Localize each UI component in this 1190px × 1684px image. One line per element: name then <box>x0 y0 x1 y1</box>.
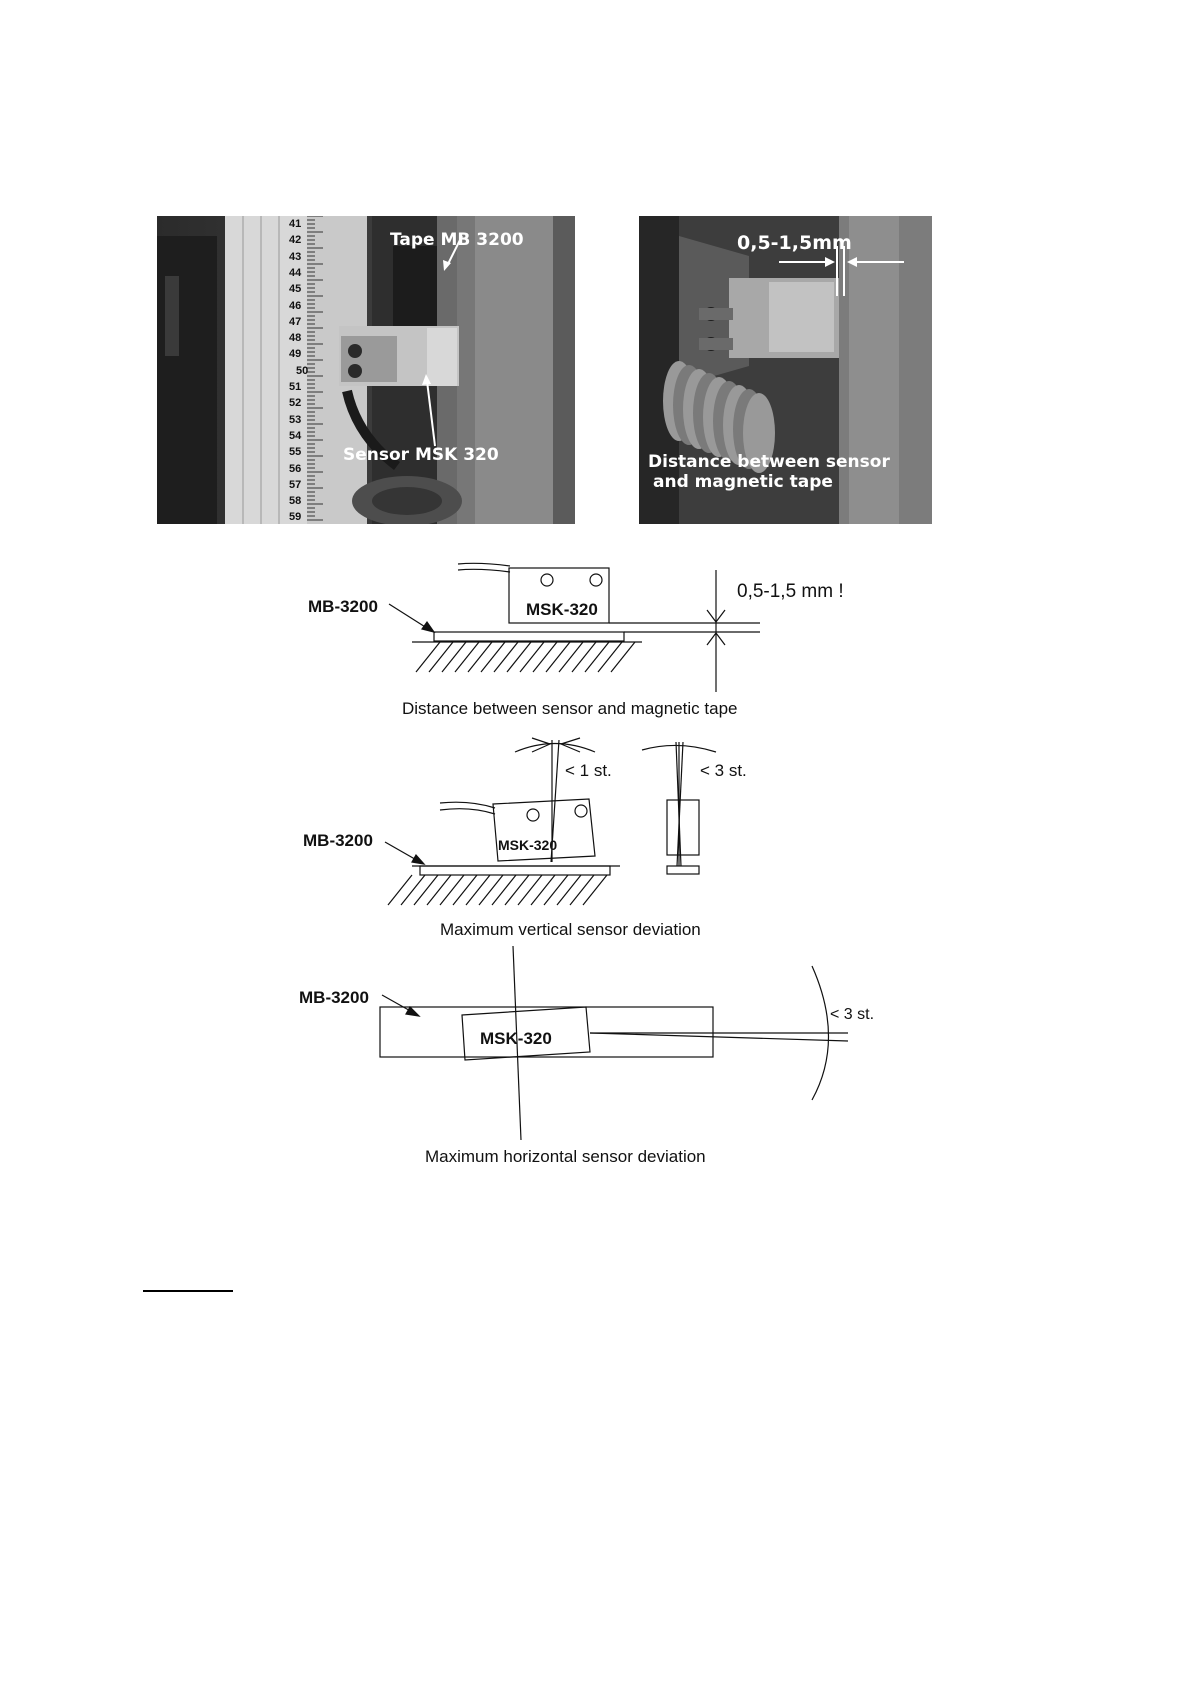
hatch-line <box>453 875 477 905</box>
ground-hatching <box>388 875 607 905</box>
hatch-line <box>468 642 492 672</box>
ruler-number: 46 <box>289 299 302 312</box>
hatch-line <box>544 875 568 905</box>
gap-label: 0,5-1,5mm <box>737 232 852 254</box>
ruler-number: 55 <box>289 446 302 459</box>
ruler-number: 47 <box>289 315 302 328</box>
section-rule <box>143 1290 233 1292</box>
hatch-line <box>583 875 607 905</box>
diagram-horizontal <box>380 946 848 1140</box>
hatch-line <box>611 642 635 672</box>
photo-caption-line2: and magnetic tape <box>653 472 833 492</box>
ruler-number: 48 <box>289 332 302 345</box>
hatch-line <box>505 875 529 905</box>
hatch-line <box>520 642 544 672</box>
sensor-label-3: MSK-320 <box>480 1029 552 1048</box>
sensor-side-view <box>667 800 699 855</box>
tape-label-2: MB-3200 <box>303 831 373 850</box>
ruler-number: 53 <box>289 413 302 426</box>
magnetic-tape <box>420 866 610 875</box>
mounting-hole-icon <box>541 574 553 586</box>
tape-label-1: MB-3200 <box>308 597 378 616</box>
hatch-line <box>429 642 453 672</box>
sensor-label-2: MSK-320 <box>498 837 558 853</box>
hatch-line <box>388 875 412 905</box>
tape-label-3: MB-3200 <box>299 988 369 1007</box>
sensor-cable <box>458 569 510 572</box>
sensor-cable <box>440 802 495 808</box>
ruler-number: 45 <box>289 283 302 296</box>
hatch-line <box>531 875 555 905</box>
ruler-number: 50 <box>296 364 309 377</box>
ruler-number: 43 <box>289 250 302 263</box>
hatch-line <box>570 875 594 905</box>
hatch-line <box>442 642 466 672</box>
sensor-label: Sensor MSK 320 <box>343 445 499 465</box>
arrow-head-icon <box>412 855 424 864</box>
angle-label-side: < 3 st. <box>700 761 747 780</box>
caption-distance: Distance between sensor and magnetic tape <box>402 699 738 718</box>
gap-dimension-label: 0,5-1,5 mm ! <box>737 581 844 602</box>
ruler-number: 54 <box>289 429 302 442</box>
diagram-vertical <box>385 738 716 905</box>
ruler-number: 51 <box>289 381 302 393</box>
angle-label-front: < 1 st. <box>565 761 612 780</box>
ruler-number: 44 <box>289 266 302 279</box>
caption-horizontal: Maximum horizontal sensor deviation <box>425 1147 706 1166</box>
hatch-line <box>507 642 531 672</box>
hatch-line <box>466 875 490 905</box>
mounting-hole-icon <box>590 574 602 586</box>
arrow-head-icon <box>422 622 434 632</box>
hatch-line <box>479 875 503 905</box>
hatch-line <box>518 875 542 905</box>
mounting-hole-icon <box>527 809 539 821</box>
hatch-line <box>455 642 479 672</box>
hatch-line <box>585 642 609 672</box>
ruler-number: 59 <box>289 511 302 524</box>
caption-vertical: Maximum vertical sensor deviation <box>440 920 701 939</box>
hatch-line <box>494 642 518 672</box>
ground-hatching <box>416 642 635 672</box>
ruler-number: 42 <box>289 234 302 247</box>
tape-side-view <box>667 866 699 874</box>
ruler-number: 56 <box>289 462 302 475</box>
ruler-number: 52 <box>289 397 302 410</box>
hatch-line <box>414 875 438 905</box>
hatch-line <box>440 875 464 905</box>
sensor-label-1: MSK-320 <box>526 600 598 619</box>
ruler-number: 58 <box>289 495 302 508</box>
tape-label: Tape MB 3200 <box>390 230 524 250</box>
arrow-head-icon <box>406 1007 419 1016</box>
hatch-line <box>533 642 557 672</box>
hatch-line <box>559 642 583 672</box>
diagram-distance <box>389 563 760 692</box>
hatch-line <box>546 642 570 672</box>
hatch-line <box>401 875 425 905</box>
angle-label-horizontal: < 3 st. <box>830 1006 875 1023</box>
mounting-hole-icon <box>575 805 587 817</box>
hatch-line <box>492 875 516 905</box>
hatch-line <box>557 875 581 905</box>
ruler-number: 49 <box>289 348 302 361</box>
hatch-line <box>416 642 440 672</box>
angle-arc <box>515 744 595 753</box>
hatch-line <box>427 875 451 905</box>
photo-caption-line1: Distance between sensor <box>648 452 890 472</box>
magnetic-tape <box>434 632 624 641</box>
ruler-number: 41 <box>289 218 302 230</box>
hatch-line <box>598 642 622 672</box>
ruler-number: 57 <box>289 478 302 491</box>
tilted-reference-line <box>590 1033 848 1041</box>
hatch-line <box>572 642 596 672</box>
sensor-cable <box>458 563 510 566</box>
hatch-line <box>481 642 505 672</box>
sensor-cable <box>440 809 495 814</box>
